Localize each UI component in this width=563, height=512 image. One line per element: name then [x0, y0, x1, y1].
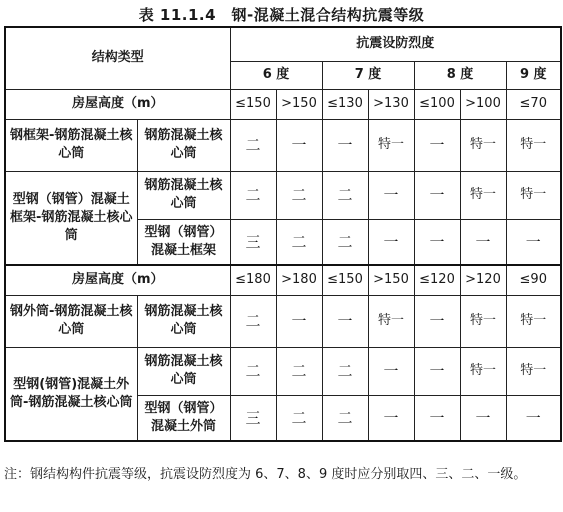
- grade-cell: 二: [276, 395, 322, 441]
- height-cell: ≤100: [414, 89, 460, 119]
- grade-cell: 一: [506, 219, 561, 265]
- grade-cell: 一: [460, 395, 506, 441]
- grade-cell: 一: [368, 395, 414, 441]
- height-label: 房屋高度（m）: [5, 89, 230, 119]
- grade-cell: 特一: [460, 171, 506, 219]
- grade-cell: 二: [276, 219, 322, 265]
- height-cell: >130: [368, 89, 414, 119]
- grade-cell: 二: [322, 219, 368, 265]
- component-name: 钢筋混凝土核心筒: [137, 295, 230, 347]
- header-intensity: 抗震设防烈度: [230, 27, 561, 61]
- grade-cell: 特一: [506, 119, 561, 171]
- grade-cell: 一: [414, 347, 460, 395]
- grade-cell: 二: [276, 347, 322, 395]
- grade-cell: 一: [460, 219, 506, 265]
- height-cell: >150: [276, 89, 322, 119]
- height-cell: ≤150: [230, 89, 276, 119]
- grade-cell: 特一: [368, 295, 414, 347]
- grade-cell: 三: [230, 219, 276, 265]
- table-title: 表 11.1.4 钢-混凝土混合结构抗震等级: [138, 6, 425, 24]
- structure-name: 型钢（钢管）混凝土框架-钢筋混凝土核心筒: [5, 171, 137, 265]
- grade-cell: 二: [230, 347, 276, 395]
- grade-cell: 三: [230, 395, 276, 441]
- height-cell: ≤130: [322, 89, 368, 119]
- component-name: 型钢（钢管）混凝土外筒: [137, 395, 230, 441]
- height-cell: >120: [460, 265, 506, 295]
- structure-name: 钢外筒-钢筋混凝土核心筒: [5, 295, 137, 347]
- grade-cell: 一: [276, 119, 322, 171]
- structure-name: 型钢(钢管)混凝土外筒-钢筋混凝土核心筒: [5, 347, 137, 441]
- grade-cell: 二: [230, 171, 276, 219]
- grade-cell: 一: [414, 171, 460, 219]
- grade-cell: 一: [414, 395, 460, 441]
- grade-cell: 特一: [506, 295, 561, 347]
- seismic-grade-table: [4, 26, 562, 442]
- height-cell: ≤70: [506, 89, 561, 119]
- component-name: 钢筋混凝土核心筒: [137, 171, 230, 219]
- header-degree-8: 8 度: [414, 61, 506, 89]
- height-cell: ≤180: [230, 265, 276, 295]
- height-cell: ≤150: [322, 265, 368, 295]
- grade-cell: 一: [506, 395, 561, 441]
- grade-cell: 一: [276, 295, 322, 347]
- height-label: 房屋高度（m）: [5, 265, 230, 295]
- height-cell: ≤90: [506, 265, 561, 295]
- grade-cell: 特一: [460, 347, 506, 395]
- header-degree-7: 7 度: [322, 61, 414, 89]
- header-degree-9: 9 度: [506, 61, 561, 89]
- component-name: 型钢（钢管）混凝土框架: [137, 219, 230, 265]
- grade-cell: 一: [322, 119, 368, 171]
- grade-cell: 特一: [460, 295, 506, 347]
- grade-cell: 二: [322, 347, 368, 395]
- grade-cell: 二: [322, 171, 368, 219]
- component-name: 钢筋混凝土核心筒: [137, 347, 230, 395]
- grade-cell: 特一: [506, 347, 561, 395]
- grade-cell: 二: [322, 395, 368, 441]
- grade-cell: 一: [414, 119, 460, 171]
- grade-cell: 一: [368, 171, 414, 219]
- height-cell: ≤120: [414, 265, 460, 295]
- header-structure-type: 结构类型: [5, 27, 230, 89]
- grade-cell: 特一: [368, 119, 414, 171]
- height-cell: >180: [276, 265, 322, 295]
- grade-cell: 二: [230, 119, 276, 171]
- grade-cell: 特一: [506, 171, 561, 219]
- grade-cell: 二: [230, 295, 276, 347]
- grade-cell: 一: [368, 219, 414, 265]
- grade-cell: 二: [276, 171, 322, 219]
- grade-cell: 特一: [460, 119, 506, 171]
- structure-name: 钢框架-钢筋混凝土核心筒: [5, 119, 137, 171]
- grade-cell: 一: [322, 295, 368, 347]
- grade-cell: 一: [414, 219, 460, 265]
- header-degree-6: 6 度: [230, 61, 322, 89]
- component-name: 钢筋混凝土核心筒: [137, 119, 230, 171]
- grade-cell: 一: [368, 347, 414, 395]
- grade-cell: 一: [414, 295, 460, 347]
- height-cell: >100: [460, 89, 506, 119]
- height-cell: >150: [368, 265, 414, 295]
- table-note: 注：钢结构构件抗震等级，抗震设防烈度为 6、7、8、9 度时应分别取四、三、二、一级。: [4, 467, 527, 482]
